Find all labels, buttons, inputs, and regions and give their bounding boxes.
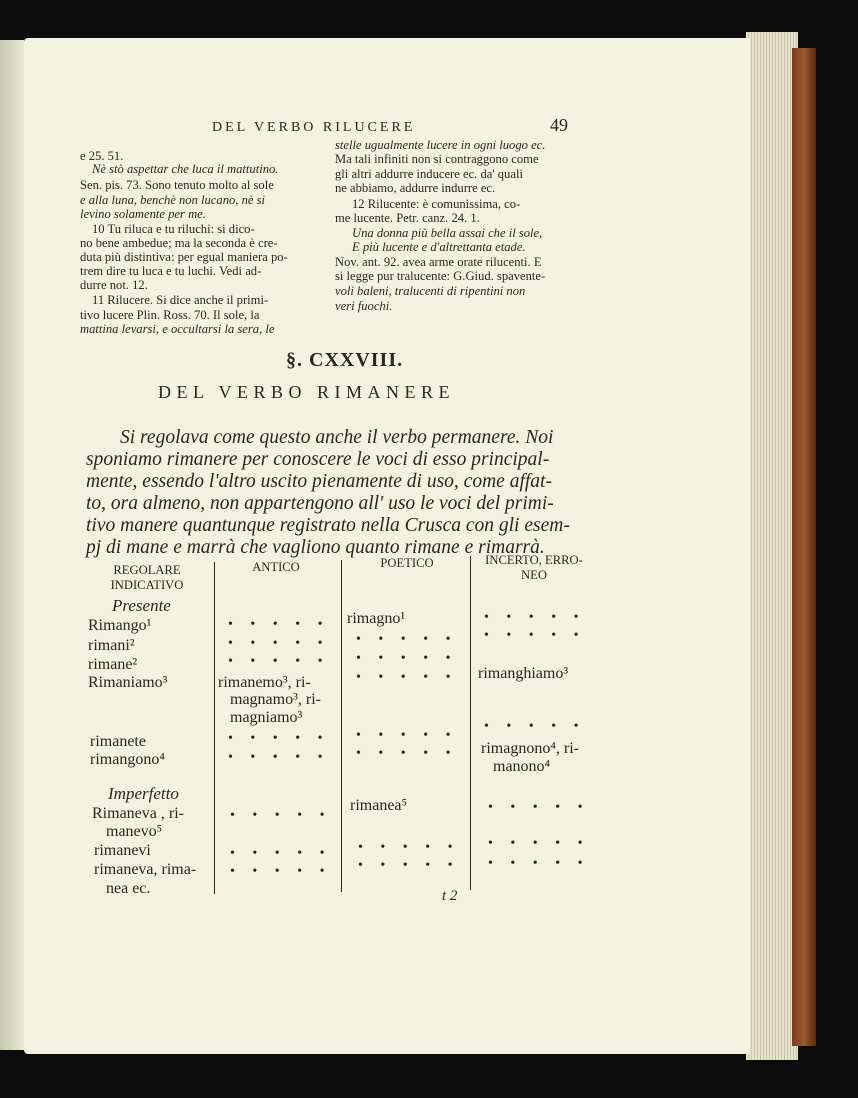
ellipsis-dots: • • • • • bbox=[356, 632, 458, 647]
signature-mark: t 2 bbox=[442, 888, 458, 904]
note-line: levino solamente per me. bbox=[80, 207, 206, 221]
verb-form: rimanemo³, ri- bbox=[218, 674, 311, 691]
verb-form: nea ec. bbox=[106, 880, 151, 897]
note-line: e 25. 51. bbox=[80, 149, 124, 163]
verb-form: Rimaniamo³ bbox=[88, 674, 168, 691]
verb-form: rimagnono⁴, ri- bbox=[481, 740, 579, 757]
verb-form: rimani² bbox=[88, 637, 135, 654]
verb-form: manono⁴ bbox=[493, 758, 551, 775]
ellipsis-dots: • • • • • bbox=[484, 610, 586, 625]
note-line: e alla luna, benchè non lucano, nè si bbox=[80, 193, 266, 207]
note-line: gli altri addurre inducere ec. da' quali bbox=[335, 167, 523, 181]
verb-form: magniamo³ bbox=[230, 709, 303, 726]
note-line: trem dire tu luca e tu luchi. Vedi ad- bbox=[80, 264, 262, 278]
tense-label-presente: Presente bbox=[112, 596, 171, 615]
note-line: si legge pur tralucente: G.Giud. spavente- bbox=[335, 269, 546, 283]
ellipsis-dots: • • • • • bbox=[230, 808, 332, 823]
ellipsis-dots: • • • • • bbox=[228, 617, 330, 632]
paragraph-line: sponiamo rimanere per conoscere le voci di esso principal- bbox=[86, 449, 550, 470]
verb-form: rimane² bbox=[88, 656, 138, 673]
ellipsis-dots: • • • • • bbox=[484, 719, 586, 734]
ellipsis-dots: • • • • • bbox=[356, 670, 458, 685]
ellipsis-dots: • • • • • bbox=[356, 728, 458, 743]
column-divider bbox=[341, 560, 342, 892]
paragraph-line: Si regolava come questo anche il verbo permanere. Noi bbox=[120, 427, 554, 448]
column-header-regolare: REGOLARE INDICATIVO bbox=[110, 563, 184, 592]
paragraph-line: to, ora almeno, non appartengono all' uso le voci del primi- bbox=[86, 493, 554, 514]
paragraph-line: tivo manere quantunque registrato nella Crusca con gli esem- bbox=[86, 515, 570, 536]
column-header-incerto: INCERTO, ERRO-NEO bbox=[485, 553, 583, 582]
verb-form: rimagno¹ bbox=[347, 610, 406, 627]
note-line: Nè stò aspettar che luca il mattutino. bbox=[92, 162, 279, 176]
note-line: me lucente. Petr. canz. 24. 1. bbox=[335, 211, 480, 225]
note-line: no bene ambedue; ma la seconda è cre- bbox=[80, 236, 278, 250]
note-line: duta più distintiva: per egual maniera po- bbox=[80, 250, 288, 264]
section-title: §. CXXVIII. bbox=[286, 349, 404, 371]
column-divider bbox=[470, 556, 471, 890]
ellipsis-dots: • • • • • bbox=[358, 840, 460, 855]
ellipsis-dots: • • • • • bbox=[228, 636, 330, 651]
ellipsis-dots: • • • • • bbox=[228, 731, 330, 746]
note-line: Nov. ant. 92. avea arme orate rilucenti. E bbox=[335, 255, 542, 269]
note-line: ne abbiamo, addurre indurre ec. bbox=[335, 181, 496, 195]
ellipsis-dots: • • • • • bbox=[228, 750, 330, 765]
ellipsis-dots: • • • • • bbox=[356, 746, 458, 761]
running-head: DEL VERBO RILUCERE bbox=[212, 120, 416, 135]
verb-form: manevo⁵ bbox=[106, 823, 163, 840]
note-line: Sen. pis. 73. Sono tenuto molto al sole bbox=[80, 178, 274, 192]
note-line: 10 Tu riluca e tu riluchi: si dico- bbox=[92, 222, 255, 236]
column-header-poetico: POETICO bbox=[380, 556, 434, 570]
verb-form: rimaneva, rima- bbox=[94, 861, 197, 878]
paragraph-line: pj di mane e marrà che vagliono quanto rimane e rimarrà. bbox=[86, 537, 545, 558]
column-header-antico: ANTICO bbox=[252, 560, 300, 574]
note-line: mattina levarsi, e occultarsi la sera, le bbox=[80, 322, 275, 336]
chapter-heading: DEL VERBO RIMANERE bbox=[158, 382, 455, 402]
tense-label-imperfetto: Imperfetto bbox=[108, 784, 179, 803]
note-line: 12 Rilucente: è comunissima, co- bbox=[352, 197, 521, 211]
note-line: voli baleni, tralucenti di ripentini non bbox=[335, 284, 526, 298]
verb-form: rimanea⁵ bbox=[350, 797, 408, 814]
verb-form: rimanete bbox=[90, 733, 146, 750]
verb-form: rimangono⁴ bbox=[90, 751, 165, 768]
note-line: tivo lucere Plin. Ross. 70. Il sole, la bbox=[80, 308, 260, 322]
ellipsis-dots: • • • • • bbox=[230, 864, 332, 879]
ellipsis-dots: • • • • • bbox=[358, 858, 460, 873]
note-line: Una donna più bella assai che il sole, bbox=[352, 226, 543, 240]
verb-form: rimanevi bbox=[94, 842, 151, 859]
verb-form: rimanghiamo³ bbox=[478, 665, 569, 682]
ellipsis-dots: • • • • • bbox=[484, 628, 586, 643]
verb-form: Rimango¹ bbox=[88, 617, 152, 634]
note-line: durre not. 12. bbox=[80, 278, 148, 292]
ellipsis-dots: • • • • • bbox=[488, 800, 590, 815]
verb-form: Rimaneva , ri- bbox=[92, 805, 184, 822]
ellipsis-dots: • • • • • bbox=[230, 846, 332, 861]
verb-form: magnamo³, ri- bbox=[230, 691, 321, 708]
note-line: Ma tali infiniti non si contraggono come bbox=[335, 152, 539, 166]
note-line: E più lucente e d'altrettanta etade. bbox=[352, 240, 526, 254]
ellipsis-dots: • • • • • bbox=[228, 654, 330, 669]
paragraph-line: mente, essendo l'altro uscito pienamente di uso, come affat- bbox=[86, 471, 552, 492]
note-line: stelle ugualmente lucere in ogni luogo ec. bbox=[335, 138, 546, 152]
ellipsis-dots: • • • • • bbox=[356, 651, 458, 666]
note-line: 11 Rilucere. Si dice anche il primi- bbox=[92, 293, 269, 307]
column-divider bbox=[214, 562, 215, 894]
page-number: 49 bbox=[550, 115, 568, 135]
note-line: veri fuochi. bbox=[335, 299, 393, 313]
ellipsis-dots: • • • • • bbox=[488, 836, 590, 851]
ellipsis-dots: • • • • • bbox=[488, 856, 590, 871]
